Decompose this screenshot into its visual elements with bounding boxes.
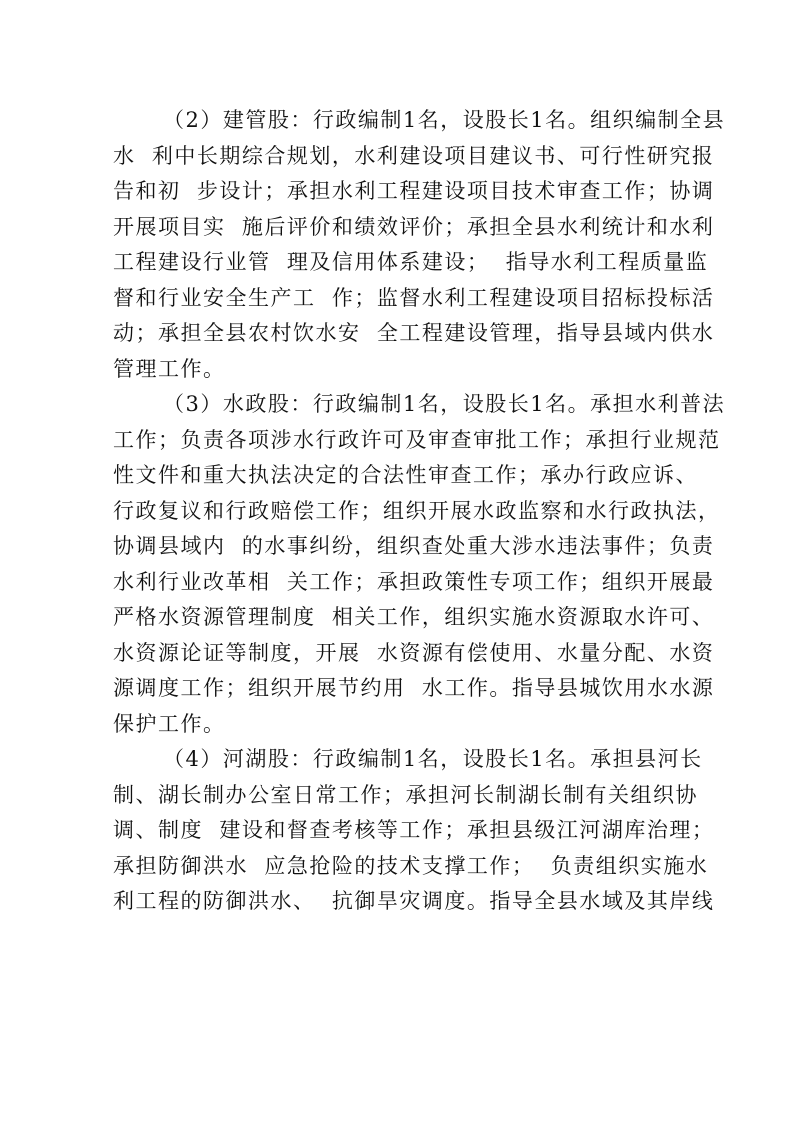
- text-line: 工程建设行业管 理及信用体系建设； 指导水利工程质量监: [113, 250, 709, 274]
- text-line: （3）水政股：行政编制1名，设股长1名。承担水利普法: [163, 392, 726, 416]
- text-line: 严格水资源管理制度 相关工作，组织实施水资源取水许可、: [113, 605, 715, 629]
- document-body: [113, 103, 726, 920]
- text-line: 调、制度 建设和督查考核等工作；承担县级江河湖库治理；: [113, 818, 715, 842]
- text-line: 行政复议和行政赔偿工作；组织开展水政监察和水行政执法，: [113, 498, 721, 523]
- text-line: 协调县域内 的水事纠纷，组织查处重大涉水违法事件；负责: [113, 534, 715, 558]
- text-line: 源调度工作；组织开展节约用 水工作。指导县城饮用水水源: [113, 676, 715, 700]
- text-line: 性文件和重大执法决定的合法性审查工作；承办行政应诉、: [113, 463, 698, 487]
- text-line: （4）河湖股：行政编制1名，设股长1名。承担县河长: [163, 747, 703, 771]
- text-line: 水 利中长期综合规划，水利建设项目建议书、可行性研究报: [113, 143, 715, 168]
- text-line: 开展项目实 施后评价和绩效评价；承担全县水利统计和水利: [113, 214, 715, 239]
- paragraph-shuizheng: [113, 387, 726, 742]
- text-line: 告和初 步设计；承担水利工程建设项目技术审查工作；协调: [113, 179, 715, 203]
- text-line: 利工程的防御洪水、 抗御旱灾调度。指导全县水域及其岸线: [113, 889, 715, 913]
- text-line: 制、湖长制办公室日常工作；承担河长制湖长制有关组织协: [113, 782, 698, 807]
- text-line: 水资源论证等制度，开展 水资源有偿使用、水量分配、水资: [113, 640, 715, 665]
- text-line: 水利行业改革相 关工作；承担政策性专项工作；组织开展最: [113, 569, 715, 594]
- text-line: 工作；负责各项涉水行政许可及审查审批工作；承担行业规范: [113, 427, 721, 452]
- text-line: 管理工作。: [113, 356, 226, 381]
- text-line: 保护工作。: [113, 711, 226, 736]
- paragraph-hehu: [113, 742, 715, 920]
- text-line: 督和行业安全生产工 作；监督水利工程建设项目招标投标活: [113, 285, 715, 310]
- text-line: 承担防御洪水 应急抢险的技术支撑工作； 负责组织实施水: [113, 853, 709, 878]
- text-line: 动；承担全县农村饮水安 全工程建设管理，指导县域内供水: [113, 321, 715, 345]
- text-line: （2）建管股：行政编制1名，设股长1名。组织编制全县: [163, 108, 726, 132]
- paragraph-jianguan: [113, 103, 726, 387]
